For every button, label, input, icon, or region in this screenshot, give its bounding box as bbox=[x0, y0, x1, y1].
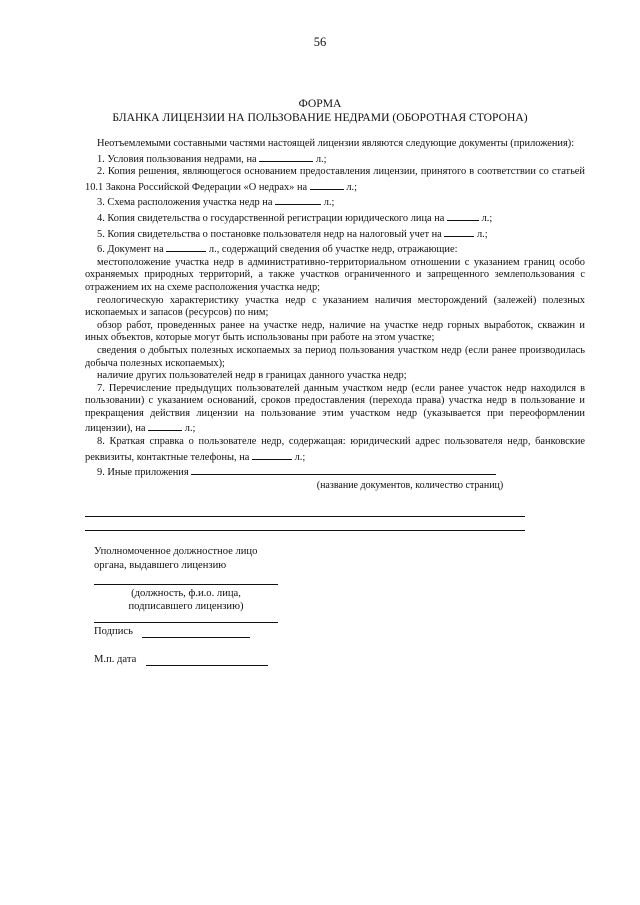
signature-blank-line bbox=[142, 637, 250, 638]
blank-line bbox=[191, 464, 496, 475]
blank-line bbox=[85, 530, 525, 531]
subitem-extraction: сведения о добытых полезных ископаемых за период пользования участком недр (если ранее производилась добыча полезных ископаемых); bbox=[85, 344, 585, 369]
official-caption-line1: (должность, ф.и.о. лица, bbox=[131, 588, 241, 599]
blank-line bbox=[166, 241, 206, 252]
item-9-caption: (название документов, количество страниц) bbox=[316, 479, 504, 491]
stamp-date-label: М.п. дата bbox=[94, 654, 137, 665]
item-7: 7. Перечисление предыдущих пользователей данным участком недр (если ранее участок недр находился в пользовании) с указанием оснований, сроков предоставления (перехода права) участка недр в пользование и прекращения действия лицензии на пользование этим участком недр (указывается при переоформлении лицензии), на л.; bbox=[85, 382, 585, 435]
signature-label: Подпись bbox=[94, 626, 133, 637]
official-label-line2: органа, выдавшего лицензию bbox=[94, 560, 227, 571]
official-caption-line2: подписавшего лицензию) bbox=[128, 601, 244, 612]
blank-line bbox=[275, 194, 321, 205]
subitem-other-users: наличие других пользователей недр в границах данного участка недр; bbox=[97, 370, 407, 382]
item-1: 1. Условия пользования недрами, на л.; bbox=[85, 151, 585, 167]
blank-line bbox=[252, 449, 292, 460]
item-2: 2. Копия решения, являющегося основанием предоставления лицензии, принятого в соответствии со статьей 10.1 Закона Российской Федерации «О недрах» на л.; bbox=[85, 166, 585, 193]
item-5: 5. Копия свидетельства о постановке пользователя недр на налоговый учет на л.; bbox=[85, 226, 585, 242]
subitem-location: местоположение участка недр в административно-территориальном отношении с указанием границ особо охраняемых природных территорий, а также участков ограниченного и запрещенного землепользования с отражением их на схеме расположения участка недр; bbox=[85, 256, 585, 293]
subitem-works-review: обзор работ, проведенных ранее на участке недр, наличие на участке недр горных выработок, скважин и иных объектов, которые могут быть использованы при работе на этом участке; bbox=[85, 319, 585, 344]
item-9: 9. Иные приложения bbox=[85, 464, 585, 480]
page-number: 56 bbox=[313, 35, 327, 49]
blank-line bbox=[447, 210, 479, 221]
blank-line bbox=[310, 179, 344, 190]
official-label-line1: Уполномоченное должностное лицо bbox=[94, 546, 258, 557]
date-blank-line bbox=[146, 665, 268, 666]
blank-line bbox=[85, 516, 525, 517]
blank-line bbox=[148, 420, 182, 431]
form-title: ФОРМА bbox=[298, 97, 342, 110]
item-6: 6. Документ на л., содержащий сведения об участке недр, отражающие: bbox=[85, 241, 585, 257]
blank-line bbox=[259, 151, 313, 162]
item-4: 4. Копия свидетельства о государственной регистрации юридического лица на л.; bbox=[85, 210, 585, 226]
blank-line bbox=[94, 584, 278, 585]
item-3: 3. Схема расположения участка недр на л.; bbox=[85, 194, 585, 210]
blank-line bbox=[94, 622, 278, 623]
intro-paragraph: Неотъемлемыми составными частями настоящей лицензии являются следующие документы (приложения): bbox=[97, 138, 575, 149]
subitem-geology: геологическую характеристику участка недр с указанием наличия месторождений (залежей) полезных ископаемых и запасов (ресурсов) по ним; bbox=[85, 294, 585, 319]
blank-line bbox=[444, 226, 474, 237]
form-subtitle: БЛАНКА ЛИЦЕНЗИИ НА ПОЛЬЗОВАНИЕ НЕДРАМИ (ОБОРОТНАЯ СТОРОНА) bbox=[112, 111, 528, 124]
item-8: 8. Краткая справка о пользователе недр, содержащая: юридический адрес пользователя недр, банковские реквизиты, контактные телефоны, на л.; bbox=[85, 436, 585, 463]
document-body bbox=[85, 138, 585, 492]
